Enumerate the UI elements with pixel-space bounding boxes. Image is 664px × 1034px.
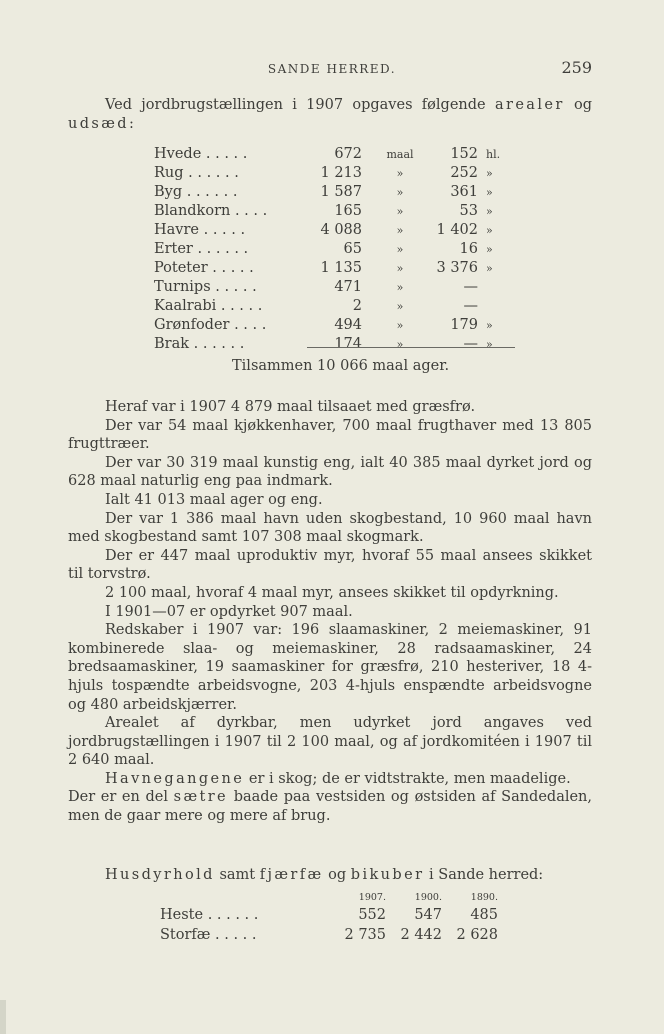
para-myr: Der er 447 maal uproduktiv myr, hvoraf 55 maal ansees skikket til torvstrø. [68, 547, 592, 583]
crop-hl: 152 [450, 146, 478, 162]
leader-dots: . . . . [234, 317, 267, 333]
crop-unit: » [396, 167, 404, 180]
year-1890: 1890. [470, 891, 498, 903]
crop-name-cell [154, 183, 304, 202]
crop-name-cell [154, 278, 304, 297]
para-arealet: Arealet af dyrkbar, men udyrket jord angaves ved jordbrugstællingen i 1907 til 2 100 maal, og af jordkomitéen i 1907 til 2 640 maal. [68, 715, 592, 769]
animal-name-cell [160, 905, 330, 925]
para-havn: Der var 1 386 maal havn uden skogbestand, 10 960 maal havn med skogbestand samt 107 308 maal skogmark. [68, 510, 592, 546]
animals-heading [68, 866, 592, 885]
animal-1907: 2 735 [344, 927, 386, 943]
crop-hl: 361 [450, 184, 478, 200]
crop-maal: 174 [334, 336, 362, 352]
crop-name: Kaalrabi [154, 298, 217, 314]
leader-dots: . . . . . [203, 222, 246, 238]
leader-dots: . . . . . . [188, 165, 239, 181]
crop-maal: 165 [334, 203, 362, 219]
crop-hl-unit: » [486, 205, 493, 218]
para-kjokkenhaver: Der var 54 maal kjøkkenhaver, 700 maal frugthaver med 13 805 frugttræer. [68, 417, 592, 453]
crop-name-cell [154, 202, 304, 221]
intro-spaced-udsaed: udsæd [68, 115, 129, 132]
leader-dots: . . . . . [215, 279, 257, 295]
crop-name: Brak [154, 336, 190, 352]
animal-name: Heste [160, 907, 204, 923]
para-1901-07: I 1901—07 er opdyrket 907 maal. [105, 603, 353, 620]
crop-row [154, 316, 514, 335]
page-number: 259 [561, 58, 592, 77]
crop-maal: 494 [334, 317, 362, 333]
page-header [0, 58, 664, 80]
crop-hl-unit: » [486, 243, 493, 256]
crop-maal: 2 [352, 298, 362, 314]
crop-unit: » [396, 205, 404, 218]
crop-name-cell [154, 221, 304, 240]
crop-hl: 1 402 [436, 222, 478, 238]
crop-hl-unit: » [486, 319, 493, 332]
crop-hl: 3 376 [436, 260, 478, 276]
crop-row [154, 164, 514, 183]
para-havnegangene [68, 770, 592, 789]
animal-row [160, 925, 498, 945]
heading-end: i Sande herred: [429, 867, 544, 883]
crop-unit: » [396, 281, 404, 294]
crop-unit: » [396, 224, 404, 237]
crops-table [154, 145, 514, 354]
crop-hl-unit: hl. [486, 148, 501, 161]
crop-name: Hvede [154, 146, 202, 162]
para-saetre [68, 788, 592, 825]
year-1907: 1907. [358, 891, 386, 903]
leader-dots: . . . . . . [207, 907, 259, 923]
crop-hl: 16 [459, 241, 478, 257]
crop-unit: » [396, 262, 404, 275]
crop-name: Byg [154, 184, 183, 200]
heading-og: og [328, 867, 347, 883]
crop-unit: » [396, 338, 404, 351]
animal-name: Storfæ [160, 927, 211, 943]
crop-row [154, 278, 514, 297]
crop-name-cell [154, 259, 304, 278]
total-line: Tilsammen 10 066 maal ager. [232, 358, 450, 374]
spaced-husdyrhold: Husdyrhold [105, 867, 215, 883]
crop-hl-unit: » [486, 167, 493, 180]
crop-unit: » [396, 243, 404, 256]
total-rule [307, 347, 515, 348]
page-edge-shadow [0, 1000, 6, 1034]
crop-row [154, 183, 514, 202]
crop-name: Poteter [154, 260, 208, 276]
intro-text-og: og [574, 97, 593, 113]
crop-name: Blandkorn [154, 203, 231, 219]
crop-hl-unit: » [486, 224, 493, 237]
crop-name-cell [154, 164, 304, 183]
animal-1900: 2 442 [400, 927, 442, 943]
crop-name: Grønfoder [154, 317, 230, 333]
intro-colon: : [128, 115, 134, 132]
crop-unit: » [396, 186, 404, 199]
crop-hl: — [463, 336, 478, 352]
saetre-a: Der er en del [68, 789, 168, 806]
spaced-bikuber: bikuber [350, 867, 425, 883]
crop-row [154, 335, 514, 354]
heading-samt: samt [219, 867, 256, 883]
crop-maal: 672 [334, 146, 362, 162]
year-1900: 1900. [414, 891, 442, 903]
leader-dots: . . . . . . [197, 241, 249, 257]
spaced-saetre: sætre [173, 789, 229, 806]
leader-dots: . . . . [234, 203, 268, 219]
animal-1907: 552 [358, 907, 386, 923]
para-kunstig-eng: Der var 30 319 maal kunstig eng, ialt 40 385 maal dyrket jord og 628 maal naturlig eng paa indmark. [68, 454, 592, 490]
crop-hl: — [463, 279, 478, 295]
running-title: SANDE HERRED. [267, 62, 397, 76]
crop-hl: 53 [459, 203, 478, 219]
animal-name-cell [160, 925, 330, 945]
leader-dots: . . . . . [215, 927, 257, 943]
leader-dots: . . . . . . [186, 184, 238, 200]
animal-1900: 547 [414, 907, 442, 923]
crop-name: Turnips [154, 279, 211, 295]
para-ialt: Ialt 41 013 maal ager og eng. [105, 491, 323, 508]
body-text [68, 398, 592, 826]
crop-unit: » [396, 300, 404, 313]
crop-name-cell [154, 316, 304, 335]
crop-row [154, 259, 514, 278]
crop-name: Rug [154, 165, 184, 181]
havnegangene-rest: er i skog; de er vidtstrakte, men maadelige. [248, 770, 571, 787]
crop-hl-unit: » [486, 186, 493, 199]
crop-maal: 1 587 [320, 184, 362, 200]
animal-1890: 2 628 [456, 927, 498, 943]
intro-text: Ved jordbrugstællingen i 1907 opgaves følgende [105, 97, 486, 113]
crop-name: Erter [154, 241, 193, 257]
crop-maal: 65 [343, 241, 362, 257]
crop-row [154, 145, 514, 164]
crop-maal: 1 213 [320, 165, 362, 181]
crop-maal: 471 [334, 279, 362, 295]
crop-hl: — [463, 298, 478, 314]
leader-dots: . . . . . [212, 260, 254, 276]
animal-1890: 485 [470, 907, 498, 923]
spaced-havnegangene: Havnegangene [105, 770, 245, 787]
crop-row [154, 221, 514, 240]
crop-row [154, 240, 514, 259]
para-opdyrkning: 2 100 maal, hvoraf 4 maal myr, ansees skikket til opdyrkning. [105, 584, 559, 601]
crop-hl-unit [478, 278, 514, 297]
crop-hl-unit: » [486, 338, 493, 351]
crop-row [154, 297, 514, 316]
crop-maal: 4 088 [320, 222, 362, 238]
crop-name-cell [154, 335, 304, 354]
leader-dots: . . . . . . [193, 336, 245, 352]
crop-maal: 1 135 [320, 260, 362, 276]
crop-hl-unit: » [486, 262, 493, 275]
leader-dots: . . . . . [205, 146, 248, 162]
saetre-b: baade paa vestsiden og østsiden af Sandedalen, men de gaar mere og mere af brug. [68, 789, 593, 825]
leader-dots: . . . . . [220, 298, 263, 314]
intro-spaced-arealer: arealer [494, 97, 565, 113]
crop-name: Havre [154, 222, 199, 238]
animals-table [160, 889, 498, 945]
crop-name-cell [154, 297, 304, 316]
crop-unit: » [396, 319, 404, 332]
animal-row [160, 905, 498, 925]
crop-hl: 179 [450, 317, 478, 333]
crop-name-cell [154, 240, 304, 259]
para-redskaber: Redskaber i 1907 var: 196 slaamaskiner, 2 meiemaskiner, 91 kombinerede slaa- og meiemaskiner, 28 radsaamaskiner, 24 bredsaamaskiner, 19 saamaskiner for græsfrø, 210 hesteriver, 18 4-hjuls tospændte arbeidsvogne, 203 4-hjuls enspændte arbeidsvogne og 480 arbeidskjærrer. [68, 622, 592, 713]
crop-row [154, 202, 514, 221]
crop-unit: maal [386, 148, 414, 161]
crop-hl-unit [478, 297, 514, 316]
intro-paragraph [68, 96, 592, 133]
crop-hl: 252 [450, 165, 478, 181]
para-heraf: Heraf var i 1907 4 879 maal tilsaaet med græsfrø. [105, 399, 476, 415]
crop-name-cell [154, 145, 304, 164]
year-header-row [160, 889, 498, 905]
spaced-fjaerfae: fjærfæ [259, 867, 324, 883]
